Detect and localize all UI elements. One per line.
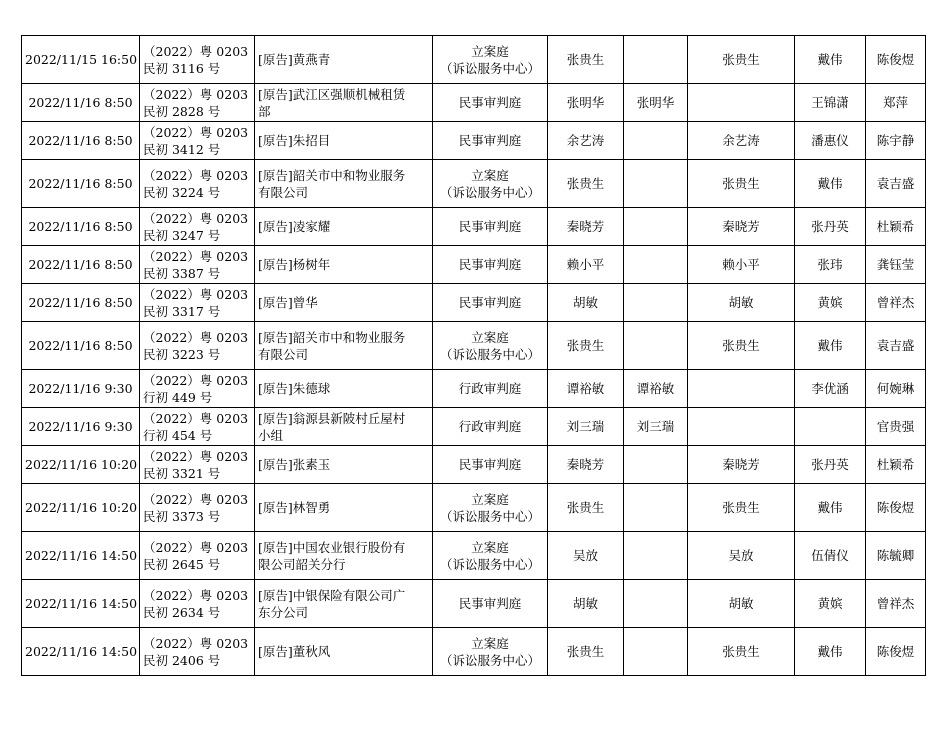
case-number-cell (140, 246, 255, 284)
sole-judge-cell (624, 580, 688, 628)
case-number-cell-line: （2022）粤 0203 (143, 448, 249, 464)
party-cell-line: 有限公司 (258, 346, 309, 362)
juror-cell: 戴伟 (795, 322, 866, 370)
case-number-cell-line: 民初 2645 号 (143, 556, 221, 572)
hearing-time-cell: 2022/11/16 10:20 (22, 484, 140, 532)
presiding-judge-cell: 胡敏 (548, 580, 624, 628)
case-number-cell-line: 民初 3387 号 (143, 265, 221, 281)
presiding-judge-cell: 秦晓芳 (548, 446, 624, 484)
juror-cell: 戴伟 (795, 484, 866, 532)
party-cell (255, 36, 433, 84)
panel-judge-cell (688, 84, 795, 122)
court-cell-line: 民事审判庭 (458, 257, 522, 272)
party-cell-line: 部 (258, 103, 271, 119)
sole-judge-cell (624, 322, 688, 370)
panel-judge-cell (688, 370, 795, 408)
case-number-cell-line: 民初 3247 号 (143, 227, 221, 243)
court-cell-line: 民事审判庭 (458, 133, 522, 148)
court-cell (433, 122, 548, 160)
hearing-time-cell: 2022/11/16 8:50 (22, 208, 140, 246)
panel-judge-cell: 余艺涛 (688, 122, 795, 160)
presiding-judge-cell: 谭裕敏 (548, 370, 624, 408)
party-cell-line: [原告]朱招目 (258, 133, 331, 148)
table-row (22, 484, 926, 532)
case-number-cell (140, 284, 255, 322)
party-cell (255, 122, 433, 160)
court-cell-line: （诉讼服务中心） (439, 184, 540, 200)
clerk-cell: 何婉琳 (866, 370, 926, 408)
party-cell-line: [原告]韶关市中和物业服务 (258, 329, 406, 345)
court-cell (433, 208, 548, 246)
court-cell-line: （诉讼服务中心） (439, 346, 540, 362)
table-row (22, 322, 926, 370)
case-number-cell (140, 322, 255, 370)
party-cell-line: [原告]杨树年 (258, 257, 331, 272)
party-cell-line: 限公司韶关分行 (258, 556, 346, 572)
panel-judge-cell: 秦晓芳 (688, 208, 795, 246)
hearing-time-cell: 2022/11/16 9:30 (22, 408, 140, 446)
court-cell-line: （诉讼服务中心） (439, 556, 540, 572)
court-cell (433, 484, 548, 532)
case-number-cell-line: 民初 3412 号 (143, 141, 221, 157)
panel-judge-cell: 张贵生 (688, 484, 795, 532)
juror-cell: 戴伟 (795, 160, 866, 208)
party-cell-line: [原告]中银保险有限公司广 (258, 587, 406, 603)
table-body (22, 36, 926, 676)
case-number-cell-line: 民初 2406 号 (143, 652, 221, 668)
clerk-cell: 陈毓卿 (866, 532, 926, 580)
table-row (22, 36, 926, 84)
table-row (22, 408, 926, 446)
table-row (22, 446, 926, 484)
court-cell-line: 立案庭 (471, 43, 509, 59)
case-number-cell-line: （2022）粤 0203 (143, 410, 249, 426)
hearing-time-cell: 2022/11/16 14:50 (22, 532, 140, 580)
presiding-judge-cell: 秦晓芳 (548, 208, 624, 246)
party-cell (255, 246, 433, 284)
case-number-cell-line: （2022）粤 0203 (143, 329, 249, 345)
party-cell-line: [原告]林智勇 (258, 500, 331, 515)
court-cell-line: （诉讼服务中心） (439, 652, 540, 668)
case-number-cell-line: 行初 454 号 (143, 427, 213, 443)
case-number-cell-line: （2022）粤 0203 (143, 539, 249, 555)
case-number-cell (140, 370, 255, 408)
juror-cell: 张丹英 (795, 208, 866, 246)
clerk-cell: 曾祥杰 (866, 580, 926, 628)
juror-cell: 戴伟 (795, 36, 866, 84)
panel-judge-cell: 张贵生 (688, 322, 795, 370)
case-number-cell-line: （2022）粤 0203 (143, 248, 249, 264)
presiding-judge-cell: 张贵生 (548, 160, 624, 208)
sole-judge-cell (624, 208, 688, 246)
clerk-cell: 郑萍 (866, 84, 926, 122)
court-cell (433, 36, 548, 84)
party-cell (255, 484, 433, 532)
case-number-cell (140, 408, 255, 446)
court-cell-line: 民事审判庭 (458, 219, 522, 234)
clerk-cell: 陈俊煜 (866, 484, 926, 532)
court-cell-line: 立案庭 (471, 167, 509, 183)
clerk-cell: 杜颖希 (866, 208, 926, 246)
clerk-cell: 官贵强 (866, 408, 926, 446)
table-row (22, 370, 926, 408)
court-cell (433, 580, 548, 628)
hearing-time-cell: 2022/11/16 8:50 (22, 122, 140, 160)
party-cell (255, 322, 433, 370)
table-row (22, 532, 926, 580)
panel-judge-cell: 张贵生 (688, 160, 795, 208)
party-cell-line: [原告]朱德球 (258, 381, 331, 396)
case-number-cell (140, 446, 255, 484)
court-cell (433, 532, 548, 580)
table-row (22, 208, 926, 246)
panel-judge-cell: 张贵生 (688, 36, 795, 84)
sole-judge-cell (624, 284, 688, 322)
hearing-time-cell: 2022/11/16 8:50 (22, 284, 140, 322)
panel-judge-cell: 赖小平 (688, 246, 795, 284)
party-cell-line: [原告]董秋风 (258, 644, 331, 659)
party-cell (255, 284, 433, 322)
panel-judge-cell: 吴放 (688, 532, 795, 580)
case-number-cell-line: （2022）粤 0203 (143, 210, 249, 226)
court-cell-line: 民事审判庭 (458, 295, 522, 310)
court-cell-line: 行政审判庭 (458, 419, 522, 434)
court-cell-line: 立案庭 (471, 635, 509, 651)
court-cell (433, 370, 548, 408)
court-cell-line: 民事审判庭 (458, 457, 522, 472)
party-cell-line: [原告]翁源县新陂村丘屋村 (258, 410, 406, 426)
juror-cell: 伍倩仪 (795, 532, 866, 580)
panel-judge-cell: 胡敏 (688, 284, 795, 322)
presiding-judge-cell: 余艺涛 (548, 122, 624, 160)
court-cell (433, 160, 548, 208)
case-number-cell (140, 628, 255, 676)
table-row (22, 246, 926, 284)
case-number-cell-line: （2022）粤 0203 (143, 43, 249, 59)
sole-judge-cell: 谭裕敏 (624, 370, 688, 408)
table-row (22, 84, 926, 122)
case-number-cell-line: （2022）粤 0203 (143, 86, 249, 102)
court-cell (433, 408, 548, 446)
party-cell-line: [原告]韶关市中和物业服务 (258, 167, 406, 183)
case-number-cell-line: 民初 3223 号 (143, 346, 221, 362)
case-number-cell-line: 民初 2634 号 (143, 604, 221, 620)
case-number-cell-line: 民初 3317 号 (143, 303, 221, 319)
case-number-cell-line: 民初 2828 号 (143, 103, 221, 119)
clerk-cell: 杜颖希 (866, 446, 926, 484)
hearing-time-cell: 2022/11/16 10:20 (22, 446, 140, 484)
court-cell (433, 84, 548, 122)
party-cell (255, 208, 433, 246)
hearing-time-cell: 2022/11/16 14:50 (22, 580, 140, 628)
clerk-cell: 袁吉盛 (866, 160, 926, 208)
sole-judge-cell (624, 36, 688, 84)
clerk-cell: 龚钰莹 (866, 246, 926, 284)
juror-cell: 王锦潇 (795, 84, 866, 122)
juror-cell: 张丹英 (795, 446, 866, 484)
party-cell (255, 84, 433, 122)
presiding-judge-cell: 张贵生 (548, 322, 624, 370)
case-number-cell-line: （2022）粤 0203 (143, 372, 249, 388)
court-cell-line: （诉讼服务中心） (439, 508, 540, 524)
hearing-time-cell: 2022/11/15 16:50 (22, 36, 140, 84)
clerk-cell: 陈俊煜 (866, 628, 926, 676)
hearing-schedule-table (21, 35, 926, 676)
party-cell-line: [原告]武江区强顺机械租赁 (258, 86, 406, 102)
juror-cell (795, 408, 866, 446)
panel-judge-cell: 秦晓芳 (688, 446, 795, 484)
presiding-judge-cell: 胡敏 (548, 284, 624, 322)
party-cell (255, 160, 433, 208)
court-cell (433, 246, 548, 284)
juror-cell: 潘惠仪 (795, 122, 866, 160)
juror-cell: 张玮 (795, 246, 866, 284)
party-cell-line: 小组 (258, 427, 284, 443)
sole-judge-cell: 张明华 (624, 84, 688, 122)
court-cell (433, 446, 548, 484)
case-number-cell-line: 民初 3373 号 (143, 508, 221, 524)
court-cell-line: （诉讼服务中心） (439, 60, 540, 76)
court-cell-line: 民事审判庭 (458, 95, 522, 110)
case-number-cell-line: 行初 449 号 (143, 389, 213, 405)
court-cell-line: 行政审判庭 (458, 381, 522, 396)
party-cell (255, 408, 433, 446)
case-number-cell (140, 84, 255, 122)
clerk-cell: 陈宇静 (866, 122, 926, 160)
court-cell-line: 立案庭 (471, 539, 509, 555)
presiding-judge-cell: 张贵生 (548, 628, 624, 676)
court-cell (433, 628, 548, 676)
party-cell-line: 东分公司 (258, 604, 309, 620)
hearing-time-cell: 2022/11/16 8:50 (22, 160, 140, 208)
presiding-judge-cell: 刘三瑞 (548, 408, 624, 446)
hearing-time-cell: 2022/11/16 9:30 (22, 370, 140, 408)
court-cell (433, 322, 548, 370)
clerk-cell: 陈俊煜 (866, 36, 926, 84)
presiding-judge-cell: 吴放 (548, 532, 624, 580)
table-row (22, 580, 926, 628)
juror-cell: 戴伟 (795, 628, 866, 676)
case-number-cell (140, 36, 255, 84)
party-cell (255, 628, 433, 676)
case-number-cell (140, 208, 255, 246)
case-number-cell (140, 122, 255, 160)
case-number-cell-line: 民初 3321 号 (143, 465, 221, 481)
party-cell (255, 532, 433, 580)
party-cell (255, 580, 433, 628)
juror-cell: 黄嫔 (795, 284, 866, 322)
court-cell-line: 立案庭 (471, 491, 509, 507)
hearing-time-cell: 2022/11/16 8:50 (22, 246, 140, 284)
case-number-cell-line: （2022）粤 0203 (143, 587, 249, 603)
case-number-cell (140, 160, 255, 208)
party-cell-line: 有限公司 (258, 184, 309, 200)
case-number-cell (140, 532, 255, 580)
court-cell-line: 民事审判庭 (458, 596, 522, 611)
case-number-cell (140, 484, 255, 532)
sole-judge-cell (624, 532, 688, 580)
clerk-cell: 曾祥杰 (866, 284, 926, 322)
party-cell-line: [原告]中国农业银行股份有 (258, 539, 406, 555)
sole-judge-cell (624, 484, 688, 532)
juror-cell: 黄嫔 (795, 580, 866, 628)
court-cell (433, 284, 548, 322)
clerk-cell: 袁吉盛 (866, 322, 926, 370)
case-number-cell-line: （2022）粤 0203 (143, 124, 249, 140)
table-row (22, 160, 926, 208)
hearing-time-cell: 2022/11/16 8:50 (22, 84, 140, 122)
party-cell (255, 446, 433, 484)
party-cell-line: [原告]凌家耀 (258, 219, 331, 234)
case-number-cell-line: （2022）粤 0203 (143, 286, 249, 302)
party-cell (255, 370, 433, 408)
juror-cell: 李优涵 (795, 370, 866, 408)
panel-judge-cell: 张贵生 (688, 628, 795, 676)
presiding-judge-cell: 张明华 (548, 84, 624, 122)
party-cell-line: [原告]黄燕青 (258, 52, 331, 67)
case-number-cell-line: 民初 3224 号 (143, 184, 221, 200)
party-cell-line: [原告]张素玉 (258, 457, 331, 472)
party-cell-line: [原告]曾华 (258, 295, 318, 310)
sole-judge-cell (624, 246, 688, 284)
sole-judge-cell (624, 628, 688, 676)
case-number-cell-line: （2022）粤 0203 (143, 635, 249, 651)
presiding-judge-cell: 赖小平 (548, 246, 624, 284)
court-cell-line: 立案庭 (471, 329, 509, 345)
sole-judge-cell (624, 160, 688, 208)
case-number-cell-line: （2022）粤 0203 (143, 491, 249, 507)
sole-judge-cell (624, 122, 688, 160)
panel-judge-cell (688, 408, 795, 446)
hearing-time-cell: 2022/11/16 14:50 (22, 628, 140, 676)
presiding-judge-cell: 张贵生 (548, 484, 624, 532)
table-row (22, 628, 926, 676)
table-row (22, 284, 926, 322)
table-row (22, 122, 926, 160)
sole-judge-cell: 刘三瑞 (624, 408, 688, 446)
sole-judge-cell (624, 446, 688, 484)
case-number-cell-line: 民初 3116 号 (143, 60, 221, 76)
presiding-judge-cell: 张贵生 (548, 36, 624, 84)
hearing-time-cell: 2022/11/16 8:50 (22, 322, 140, 370)
panel-judge-cell: 胡敏 (688, 580, 795, 628)
case-number-cell-line: （2022）粤 0203 (143, 167, 249, 183)
case-number-cell (140, 580, 255, 628)
